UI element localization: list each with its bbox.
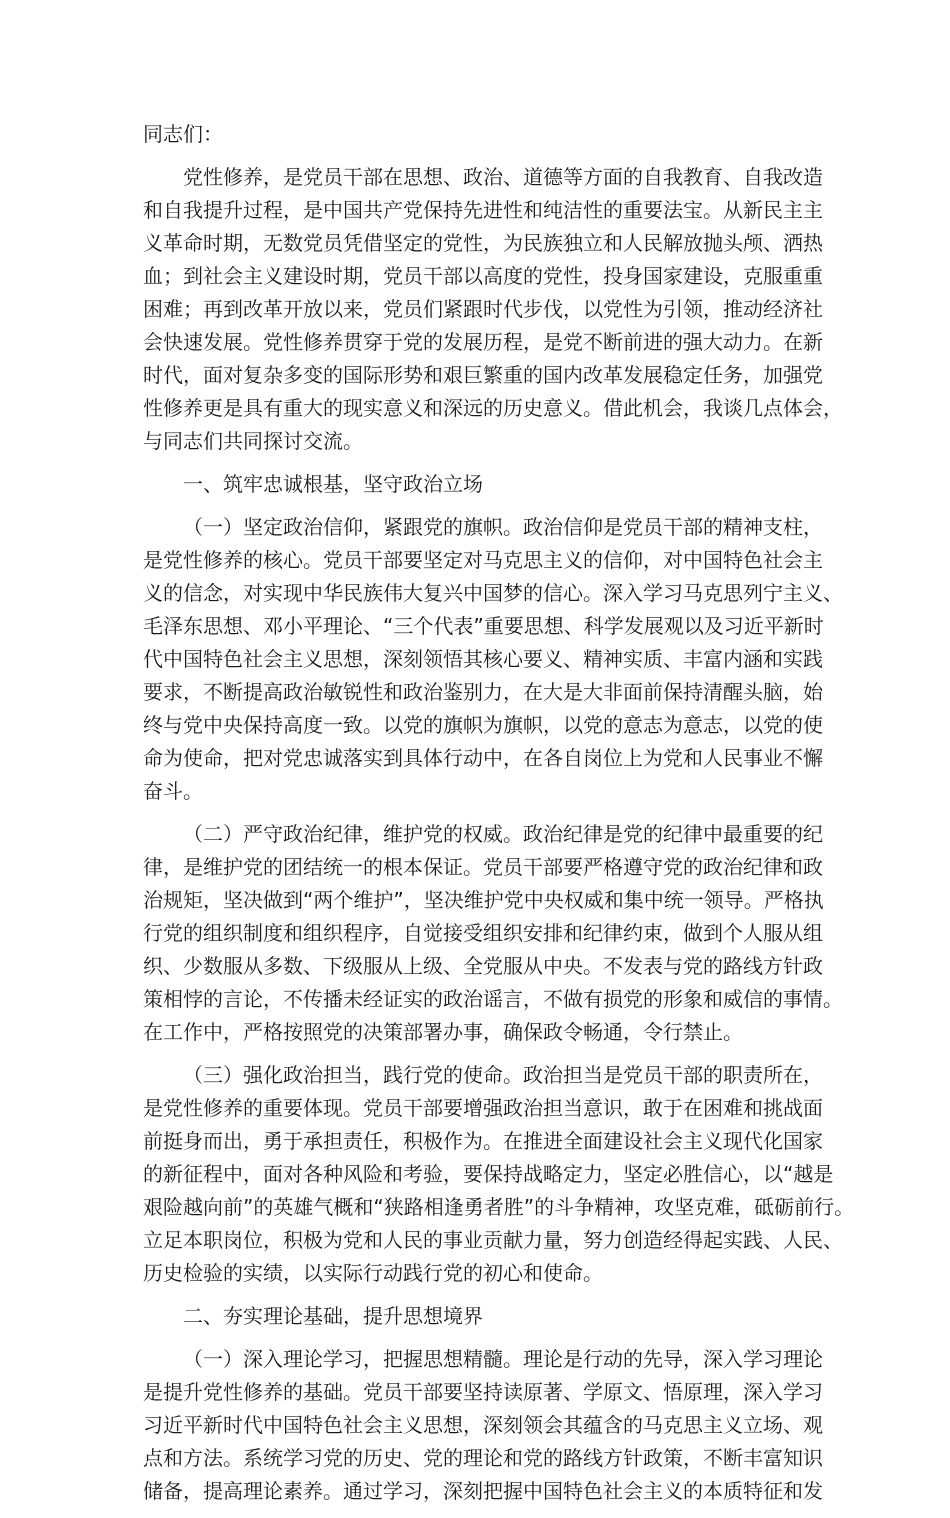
text-line: 在工作中，严格按照党的决策部署办事，确保政令畅通，令行禁止。: [143, 1020, 743, 1044]
text-line: 困难；再到改革开放以来，党员们紧跟时代步伐，以党性为引领，推动经济社: [143, 297, 823, 321]
text-line: 储备，提高理论素养。通过学习，深刻把握中国特色社会主义的本质特征和发: [143, 1479, 823, 1503]
greeting: 同志们：: [143, 122, 223, 146]
text-line: 艰险越向前”的英雄气概和“狭路相逢勇者胜”的斗争精神，攻坚克难，砥砺前行。: [143, 1195, 855, 1219]
section-1-paragraph-2: [143, 818, 843, 1049]
text-line: （一）深入理论学习，把握思想精髓。理论是行动的先导，深入学习理论: [183, 1347, 823, 1371]
text-line: 性修养更是具有重大的现实意义和深远的历史意义。借此机会，我谈几点体会，: [143, 396, 843, 420]
text-line: 时代，面对复杂多变的国际形势和艰巨繁重的国内改革发展稳定任务，加强党: [143, 363, 823, 387]
text-line: 和自我提升过程，是中国共产党保持先进性和纯洁性的重要法宝。从新民主主: [143, 198, 823, 222]
text-line: 策相悖的言论，不传播未经证实的政治谣言，不做有损党的形象和威信的事情。: [143, 987, 843, 1011]
text-line: 点和方法。系统学习党的历史、党的理论和党的路线方针政策，不断丰富知识: [143, 1446, 823, 1470]
text-line: 义革命时期，无数党员凭借坚定的党性，为民族独立和人民解放抛头颅、洒热: [143, 231, 823, 255]
section-heading-2: 二、夯实理论基础，提升思想境界: [183, 1304, 483, 1328]
text-line: 的新征程中，面对各种风险和考验，要保持战略定力，坚定必胜信心，以“越是: [143, 1162, 834, 1186]
text-line: 是党性修养的核心。党员干部要坚定对马克思主义的信仰，对中国特色社会主: [143, 548, 823, 572]
section-2-paragraph-1: [143, 1343, 823, 1508]
text-line: 义的信念，对实现中华民族伟大复兴中国梦的信心。深入学习马克思列宁主义、: [143, 581, 843, 605]
text-line: 会快速发展。党性修养贯穿于党的发展历程，是党不断前进的强大动力。在新: [143, 330, 823, 354]
text-line: 与同志们共同探讨交流。: [143, 429, 363, 453]
document-page: [143, 118, 855, 1518]
text-line: 行党的组织制度和组织程序，自觉接受组织安排和纪律约束，做到个人服从组: [143, 921, 823, 945]
text-line: 是提升党性修养的基础。党员干部要坚持读原著、学原文、悟原理，深入学习: [143, 1380, 823, 1404]
text-line: （二）严守政治纪律，维护党的权威。政治纪律是党的纪律中最重要的纪: [183, 822, 823, 846]
intro-paragraph: [143, 161, 843, 458]
section-1-paragraph-1: [143, 511, 843, 808]
text-line: 奋斗。: [143, 779, 203, 803]
section-heading-1: 一、筑牢忠诚根基，坚守政治立场: [183, 472, 483, 496]
text-line: 律，是维护党的团结统一的根本保证。党员干部要严格遵守党的政治纪律和政: [143, 855, 823, 879]
text-line: 是党性修养的重要体现。党员干部要增强政治担当意识，敢于在困难和挑战面: [143, 1096, 823, 1120]
text-line: 血；到社会主义建设时期，党员干部以高度的党性，投身国家建设，克服重重: [143, 264, 823, 288]
text-line: 代中国特色社会主义思想，深刻领悟其核心要义、精神实质、丰富内涵和实践: [143, 647, 823, 671]
text-line: 历史检验的实绩，以实际行动践行党的初心和使命。: [143, 1261, 603, 1285]
text-line: 毛泽东思想、邓小平理论、“三个代表”重要思想、科学发展观以及习近平新时: [143, 614, 824, 638]
text-line: 党性修养，是党员干部在思想、政治、道德等方面的自我教育、自我改造: [183, 165, 823, 189]
section-1-paragraph-3: [143, 1059, 855, 1290]
text-line: 终与党中央保持高度一致。以党的旗帜为旗帜，以党的意志为意志，以党的使: [143, 713, 823, 737]
text-line: 立足本职岗位，积极为党和人民的事业贡献力量，努力创造经得起实践、人民、: [143, 1228, 843, 1252]
text-line: 治规矩，坚决做到“两个维护”，坚决维护党中央权威和集中统一领导。严格执: [143, 888, 824, 912]
text-line: 前挺身而出，勇于承担责任，积极作为。在推进全面建设社会主义现代化国家: [143, 1129, 823, 1153]
text-line: （一）坚定政治信仰，紧跟党的旗帜。政治信仰是党员干部的精神支柱，: [183, 515, 823, 539]
text-line: 命为使命，把对党忠诚落实到具体行动中，在各自岗位上为党和人民事业不懈: [143, 746, 823, 770]
text-line: 要求，不断提高政治敏锐性和政治鉴别力，在大是大非面前保持清醒头脑，始: [143, 680, 823, 704]
text-line: （三）强化政治担当，践行党的使命。政治担当是党员干部的职责所在，: [183, 1063, 823, 1087]
text-line: 织、少数服从多数、下级服从上级、全党服从中央。不发表与党的路线方针政: [143, 954, 823, 978]
text-line: 习近平新时代中国特色社会主义思想，深刻领会其蕴含的马克思主义立场、观: [143, 1413, 823, 1437]
